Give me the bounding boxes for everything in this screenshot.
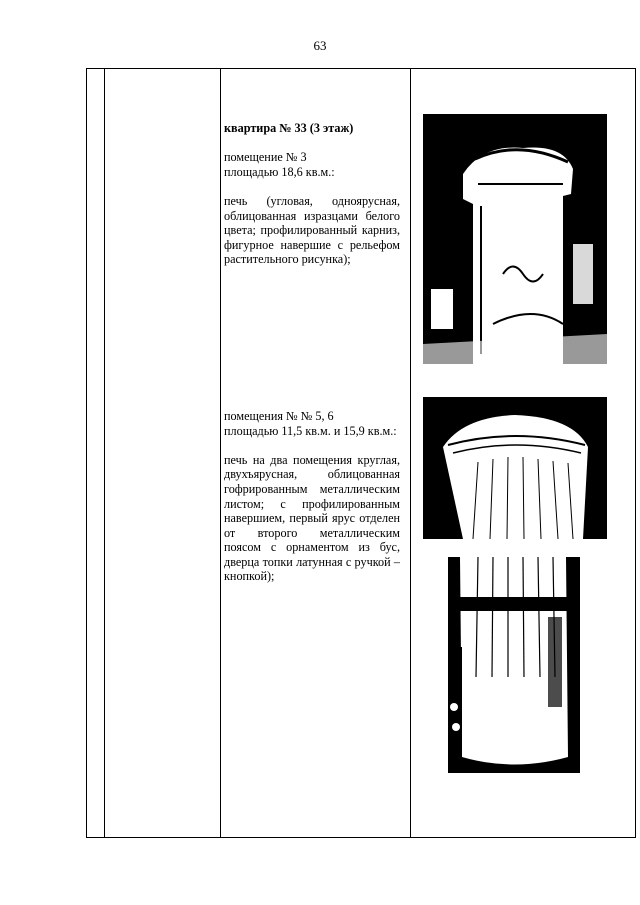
room-3-description: печь (угловая, одноярусная, облицованная изразцами белого цвета; профилированный карниз, фигурное навершие с рельефом растительного рисунка); <box>224 193 400 267</box>
column-divider-1 <box>104 69 105 837</box>
round-stove-base-photo <box>448 557 580 773</box>
corner-tiled-stove-photo <box>423 114 607 364</box>
apartment-heading: квартира № 33 (3 этаж) <box>224 121 354 135</box>
page-number: 63 <box>313 38 327 53</box>
room-5-6-description: печь на два помещения круглая, двухъярусная, облицованная гофрированным металлическим листом; с профилированным навершием, первый ярус отделен от второго металлическим поясом с орнаментом из бус, дверца топки латунная с ручкой – кнопкой); <box>224 452 400 584</box>
room-5-6-block <box>224 409 400 584</box>
room-3-block <box>224 150 400 267</box>
room-3-area: площадью 18,6 кв.м.: <box>224 164 335 179</box>
room-5-6-area: площадью 11,5 кв.м. и 15,9 кв.м.: <box>224 423 397 438</box>
column-divider-3 <box>410 69 411 837</box>
round-stove-top-photo <box>423 397 607 539</box>
room-3-title: помещение № 3 <box>224 150 307 165</box>
column-divider-2 <box>220 69 221 837</box>
room-5-6-title: помещения № № 5, 6 <box>224 408 334 423</box>
description-cell <box>224 121 400 599</box>
